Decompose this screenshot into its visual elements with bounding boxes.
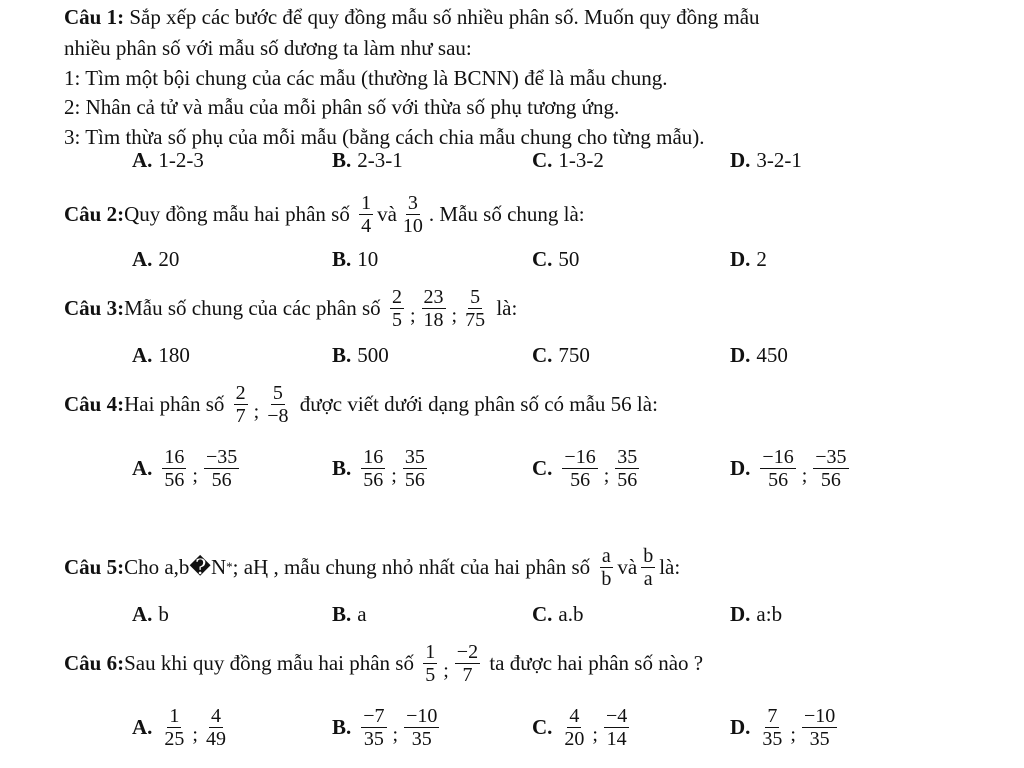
q1-label: Câu 1: — [64, 5, 125, 29]
q5-text-before: Cho a,b�N — [124, 554, 227, 579]
q6-text-before: Sau khi quy đồng mẫu hai phân số — [124, 650, 414, 675]
q4-options — [0, 438, 1024, 498]
numerator: −35 — [205, 445, 238, 468]
fraction — [760, 446, 795, 491]
fraction — [604, 705, 629, 750]
q4-option-b[interactable] — [332, 438, 431, 498]
separator: ; — [443, 659, 449, 682]
q5-fraction-2 — [641, 545, 655, 590]
separator: ; — [409, 304, 416, 327]
denominator: 35 — [363, 727, 384, 750]
option-letter: B. — [332, 601, 352, 626]
denominator: 56 — [404, 468, 425, 491]
denominator: 56 — [363, 468, 384, 491]
separator: ; — [592, 723, 598, 746]
denominator: a — [643, 567, 653, 590]
q3-label: Câu 3: — [64, 295, 125, 320]
option-letter: B. — [332, 455, 352, 480]
option-letter: A. — [132, 246, 153, 271]
q5-fraction-1 — [599, 545, 613, 590]
denominator: 18 — [423, 308, 444, 331]
q3-text-before: Mẫu số chung của các phân số — [124, 295, 381, 320]
fraction — [162, 446, 186, 491]
denominator: 56 — [570, 468, 591, 491]
option-text: 1-3-2 — [558, 147, 604, 172]
numerator: −10 — [803, 704, 836, 727]
fraction — [562, 705, 586, 750]
numerator: 7 — [767, 704, 778, 727]
denominator: 5 — [425, 663, 436, 686]
separator: ; — [801, 464, 808, 487]
option-text: 50 — [558, 246, 580, 271]
option-letter: D. — [730, 601, 751, 626]
option-text: a:b — [756, 601, 783, 626]
q3-fraction-1 — [390, 286, 404, 331]
denominator: 20 — [564, 727, 585, 750]
numerator: −2 — [456, 640, 479, 663]
option-letter: C. — [532, 246, 553, 271]
numerator: −10 — [406, 704, 438, 727]
numerator: 16 — [164, 445, 185, 468]
fraction — [813, 446, 848, 491]
q5-and: và — [617, 554, 638, 579]
numerator: a — [601, 544, 611, 567]
q5-text-mid: ; aҢ , mẫu chung nhỏ nhất của hai phân số — [232, 554, 591, 579]
denominator: 56 — [768, 468, 789, 491]
q3-text-after: là: — [496, 295, 518, 320]
separator: ; — [391, 464, 397, 487]
option-text: 1-2-3 — [158, 147, 204, 172]
numerator: 2 — [235, 381, 246, 404]
numerator: −16 — [762, 445, 794, 468]
option-text: 3-2-1 — [756, 147, 802, 172]
separator: ; — [392, 723, 399, 746]
q1-step-3: 3: Tìm thừa số phụ của mỗi mẫu (bằng cách chia mẫu chung cho từng mẫu). — [64, 125, 705, 149]
q6-fraction-1 — [423, 641, 437, 686]
option-text: 2-3-1 — [357, 147, 403, 172]
q4-label: Câu 4: — [64, 391, 125, 416]
q4-fraction-2 — [265, 382, 290, 427]
q3-fraction-3 — [463, 286, 487, 331]
q1-option-a[interactable] — [132, 130, 204, 190]
numerator: 4 — [569, 704, 580, 727]
q1-line-1 — [64, 4, 760, 30]
q2-text-before: Quy đồng mẫu hai phân số — [124, 201, 350, 226]
q6-fraction-2 — [455, 641, 480, 686]
numerator: 1 — [361, 191, 372, 214]
q1-option-b[interactable] — [332, 130, 403, 190]
q5-sup: * — [226, 559, 233, 574]
option-letter: D. — [730, 246, 751, 271]
option-letter: C. — [532, 147, 553, 172]
separator: ; — [603, 464, 610, 487]
denominator: 56 — [211, 468, 232, 491]
option-text: 450 — [756, 342, 788, 367]
denominator: 35 — [762, 727, 783, 750]
denominator: 56 — [164, 468, 185, 491]
fraction — [760, 705, 784, 750]
q2-label: Câu 2: — [64, 201, 125, 226]
q1-option-c[interactable] — [532, 130, 604, 190]
option-text: 180 — [158, 342, 190, 367]
denominator: 35 — [411, 727, 432, 750]
q6-option-a[interactable] — [132, 697, 232, 757]
fraction — [403, 446, 427, 491]
numerator: 4 — [210, 704, 221, 727]
denominator: 75 — [465, 308, 486, 331]
separator: ; — [451, 304, 458, 327]
option-letter: A. — [132, 147, 153, 172]
denominator: 5 — [391, 308, 402, 331]
q2-and: và — [377, 201, 397, 226]
denominator: 56 — [820, 468, 841, 491]
separator: ; — [192, 723, 198, 746]
option-text: 20 — [158, 246, 180, 271]
numerator: 5 — [470, 285, 481, 308]
option-text: 2 — [756, 246, 767, 271]
denominator: 4 — [361, 214, 372, 237]
option-letter: D. — [730, 147, 751, 172]
q1-line-2: nhiều phân số với mẫu số dương ta làm như sau: — [64, 36, 472, 60]
numerator: 35 — [404, 445, 425, 468]
denominator: 10 — [402, 214, 423, 237]
q5-label: Câu 5: — [64, 554, 125, 579]
numerator: 1 — [169, 704, 180, 727]
numerator: −4 — [605, 704, 628, 727]
q1-step-2: 2: Nhân cả tử và mẫu của mỗi phân số với thừa số phụ tương ứng. — [64, 95, 620, 119]
fraction — [404, 705, 439, 750]
q6-option-c[interactable] — [532, 697, 633, 757]
fraction — [204, 446, 239, 491]
option-letter: A. — [132, 714, 153, 739]
fraction — [615, 446, 639, 491]
fraction — [204, 705, 228, 750]
option-letter: B. — [332, 714, 352, 739]
q6-text-after: ta được hai phân số nào ? — [489, 650, 704, 675]
q4-option-c[interactable] — [532, 438, 643, 498]
numerator: 5 — [272, 381, 283, 404]
numerator: 2 — [391, 285, 402, 308]
option-letter: D. — [730, 455, 751, 480]
option-letter: C. — [532, 342, 553, 367]
denominator: b — [601, 567, 612, 590]
fraction — [361, 446, 385, 491]
option-letter: D. — [730, 342, 751, 367]
option-letter: B. — [332, 147, 352, 172]
separator: ; — [790, 723, 796, 746]
q3-option-d[interactable] — [730, 325, 788, 385]
option-letter: A. — [132, 601, 153, 626]
q6-option-d[interactable] — [730, 697, 841, 757]
denominator: −8 — [267, 404, 289, 427]
denominator: 35 — [809, 727, 830, 750]
fraction — [361, 705, 386, 750]
option-letter: B. — [332, 246, 352, 271]
numerator: b — [643, 544, 654, 567]
numerator: 16 — [363, 445, 384, 468]
q6-option-b[interactable] — [332, 697, 443, 757]
fraction — [562, 446, 597, 491]
option-text: 500 — [357, 342, 389, 367]
q4-option-a[interactable] — [132, 438, 243, 498]
option-letter: C. — [532, 714, 553, 739]
q6-options — [0, 697, 1024, 757]
fraction — [802, 705, 837, 750]
option-text: 750 — [558, 342, 590, 367]
numerator: −35 — [815, 445, 847, 468]
q1-option-d[interactable] — [730, 130, 802, 190]
option-letter: C. — [532, 601, 553, 626]
q2-option-c[interactable] — [532, 229, 579, 289]
denominator: 7 — [462, 663, 473, 686]
q4-text-before: Hai phân số — [124, 391, 225, 416]
q5-option-d[interactable] — [730, 584, 782, 644]
q6-label: Câu 6: — [64, 650, 125, 675]
q1-text-1: Sắp xếp các bước để quy đồng mẫu số nhiều phân số. Muốn quy đồng mẫu — [124, 5, 760, 29]
q6-stem — [64, 633, 703, 693]
option-letter: C. — [532, 455, 553, 480]
q4-option-d[interactable] — [730, 438, 853, 498]
option-text: b — [158, 601, 169, 626]
numerator: 3 — [407, 191, 418, 214]
q1-options — [0, 130, 1024, 190]
numerator: −7 — [363, 704, 385, 727]
numerator: −16 — [564, 445, 596, 468]
numerator: 35 — [617, 445, 638, 468]
option-text: a — [357, 601, 367, 626]
numerator: 23 — [423, 285, 444, 308]
option-letter: A. — [132, 455, 153, 480]
q1-step-1: 1: Tìm một bội chung của các mẫu (thường là BCNN) để là mẫu chung. — [64, 66, 668, 90]
q3-fraction-2 — [422, 286, 446, 331]
numerator: 1 — [425, 640, 436, 663]
denominator: 14 — [606, 727, 627, 750]
option-letter: D. — [730, 714, 751, 739]
q2-option-d[interactable] — [730, 229, 767, 289]
q5-text-after: là: — [659, 554, 681, 579]
q2-text-after: . Mẫu số chung là: — [428, 201, 585, 226]
denominator: 7 — [235, 404, 246, 427]
option-letter: A. — [132, 342, 153, 367]
denominator: 56 — [617, 468, 638, 491]
denominator: 49 — [205, 727, 226, 750]
separator: ; — [253, 400, 260, 423]
q4-text-after: được viết dưới dạng phân số có mẫu 56 là: — [299, 391, 658, 416]
q4-fraction-1 — [234, 382, 248, 427]
option-text: a.b — [558, 601, 584, 626]
option-text: 10 — [357, 246, 379, 271]
q4-stem — [64, 374, 658, 434]
fraction — [162, 705, 186, 750]
denominator: 25 — [164, 727, 185, 750]
separator: ; — [192, 464, 198, 487]
option-letter: B. — [332, 342, 352, 367]
